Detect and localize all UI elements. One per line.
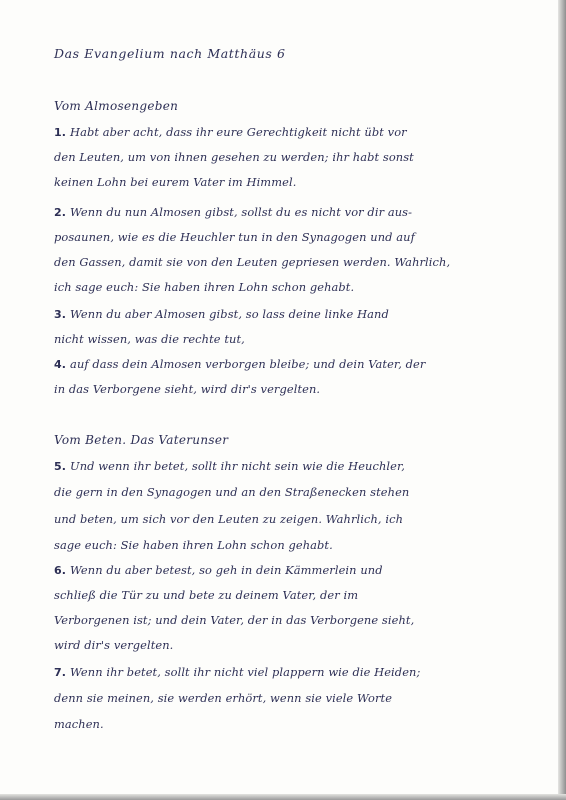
verse-number: 2. — [54, 206, 67, 219]
verse-line: posaunen, wie es die Heuchler tun in den Synagogen und auf — [54, 230, 415, 244]
verse-number: 3. — [54, 308, 67, 321]
verse-number: 4. — [54, 358, 67, 371]
verse-line — [54, 562, 526, 579]
verse-text: Wenn du aber Almosen gibst, so lass deine linke Hand — [70, 307, 389, 321]
scan-edge-bottom — [0, 794, 566, 800]
verse-text: Habt aber acht, dass ihr eure Gerechtigkeit nicht übt vor — [70, 125, 407, 139]
verse-line — [54, 306, 526, 323]
verse-line: wird dir's vergelten. — [54, 638, 174, 652]
verse-number: 6. — [54, 564, 67, 577]
verse-line — [54, 356, 526, 373]
verse-line: keinen Lohn bei eurem Vater im Himmel. — [54, 175, 297, 189]
verse-line: nicht wissen, was die rechte tut, — [54, 332, 245, 346]
verse-text: Wenn ihr betet, sollt ihr nicht viel plappern wie die Heiden; — [70, 665, 421, 679]
page-title: Das Evangelium nach Matthäus 6 — [54, 46, 286, 61]
verse-line — [54, 664, 526, 681]
scan-edge-right — [558, 0, 566, 800]
verse-line: die gern in den Synagogen und an den Straßenecken stehen — [54, 485, 410, 499]
section-heading-almosengeben: Vom Almosengeben — [54, 99, 179, 113]
verse-text: Und wenn ihr betet, sollt ihr nicht sein wie die Heuchler, — [70, 459, 405, 473]
verse-line: den Gassen, damit sie von den Leuten gepriesen werden. Wahrlich, — [54, 255, 451, 269]
verse-number: 5. — [54, 460, 67, 473]
verse-line: den Leuten, um von ihnen gesehen zu werden; ihr habt sonst — [54, 150, 414, 164]
verse-line: schließ die Tür zu und bete zu deinem Vater, der im — [54, 588, 359, 602]
verse-text: Wenn du aber betest, so geh in dein Kämmerlein und — [70, 563, 383, 577]
section-heading-vaterunser: Vom Beten. Das Vaterunser — [54, 433, 229, 447]
verse-line: ich sage euch: Sie haben ihren Lohn schon gehabt. — [54, 280, 355, 294]
verse-line: in das Verborgene sieht, wird dir's vergelten. — [54, 382, 321, 396]
verse-line — [54, 204, 526, 221]
verse-line — [54, 458, 526, 475]
verse-line: sage euch: Sie haben ihren Lohn schon gehabt. — [54, 538, 333, 552]
verse-line: denn sie meinen, sie werden erhört, wenn sie viele Worte — [54, 691, 393, 705]
verse-number: 1. — [54, 126, 67, 139]
verse-text: auf dass dein Almosen verborgen bleibe; und dein Vater, der — [70, 357, 426, 371]
verse-line: Verborgenen ist; und dein Vater, der in das Verborgene sieht, — [54, 613, 415, 627]
verse-line: machen. — [54, 717, 104, 731]
verse-number: 7. — [54, 666, 67, 679]
verse-line — [54, 124, 526, 141]
verse-text: Wenn du nun Almosen gibst, sollst du es nicht vor dir aus- — [70, 205, 413, 219]
verse-line: und beten, um sich vor den Leuten zu zeigen. Wahrlich, ich — [54, 512, 404, 526]
